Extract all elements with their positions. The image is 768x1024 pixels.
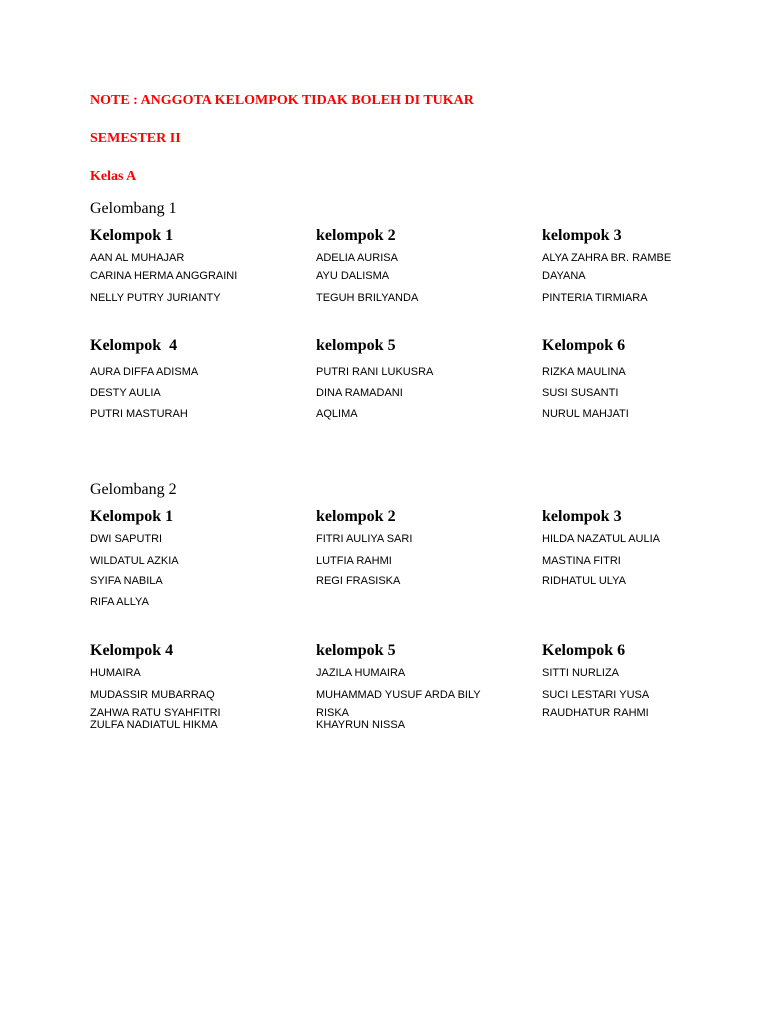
- wave-2-title: Gelombang 2: [90, 481, 177, 498]
- member-name: AAN AL MUHAJAR: [90, 252, 185, 264]
- group-title: Kelompok 6: [542, 642, 626, 659]
- member-name: RIZKA MAULINA: [542, 366, 626, 378]
- member-name: SUSI SUSANTI: [542, 387, 619, 399]
- member-name: RISKA: [316, 707, 350, 719]
- wave-1-title: Gelombang 1: [90, 200, 177, 217]
- member-name: PUTRI RANI LUKUSRA: [316, 366, 434, 378]
- member-name: MASTINA FITRI: [542, 555, 621, 567]
- member-name: JAZILA HUMAIRA: [316, 667, 406, 679]
- member-name: LUTFIA RAHMI: [316, 555, 392, 567]
- group-title: Kelompok 4: [90, 337, 178, 354]
- member-name: AYU DALISMA: [316, 270, 390, 282]
- group-title: kelompok 2: [316, 227, 396, 244]
- group-title: kelompok 3: [542, 508, 622, 525]
- member-name: MUHAMMAD YUSUF ARDA BILY: [316, 689, 481, 701]
- member-name: AURA DIFFA ADISMA: [90, 366, 199, 378]
- member-name: FITRI AULIYA SARI: [316, 533, 413, 545]
- member-name: DAYANA: [542, 270, 586, 282]
- member-name: RAUDHATUR RAHMI: [542, 707, 649, 719]
- class-heading: Kelas A: [90, 169, 137, 184]
- group-title: kelompok 3: [542, 227, 622, 244]
- member-name: WILDATUL AZKIA: [90, 555, 179, 567]
- member-name: REGI FRASISKA: [316, 575, 401, 587]
- member-name: SITTI NURLIZA: [542, 667, 620, 679]
- member-name: HILDA NAZATUL AULIA: [542, 533, 660, 545]
- member-name: RIFA ALLYA: [90, 596, 149, 608]
- member-name: AQLIMA: [316, 408, 358, 420]
- group-title: Kelompok 6: [542, 337, 626, 354]
- member-name: KHAYRUN NISSA: [316, 719, 406, 731]
- member-name: NELLY PUTRY JURIANTY: [90, 292, 221, 304]
- group-title: kelompok 2: [316, 508, 396, 525]
- member-name: ADELIA AURISA: [316, 252, 398, 264]
- member-name: RIDHATUL ULYA: [542, 575, 626, 587]
- member-name: ZAHWA RATU SYAHFITRI: [90, 707, 221, 719]
- member-name: SUCI LESTARI YUSA: [542, 689, 650, 701]
- group-title: Kelompok 1: [90, 227, 174, 244]
- member-name: DESTY AULIA: [90, 387, 161, 399]
- member-name: ALYA ZAHRA BR. RAMBE: [542, 252, 672, 264]
- member-name: CARINA HERMA ANGGRAINI: [90, 270, 238, 282]
- member-name: HUMAIRA: [90, 667, 141, 679]
- member-name: TEGUH BRILYANDA: [316, 292, 419, 304]
- group-title: Kelompok 4: [90, 642, 174, 659]
- member-name: PUTRI MASTURAH: [90, 408, 188, 420]
- member-name: PINTERIA TIRMIARA: [542, 292, 648, 304]
- note-heading: NOTE : ANGGOTA KELOMPOK TIDAK BOLEH DI TUKAR: [90, 93, 474, 108]
- member-name: NURUL MAHJATI: [542, 408, 629, 420]
- group-title: kelompok 5: [316, 642, 396, 659]
- group-title: kelompok 5: [316, 337, 396, 354]
- member-name: MUDASSIR MUBARRAQ: [90, 689, 215, 701]
- member-name: ZULFA NADIATUL HIKMA: [90, 719, 218, 731]
- semester-heading: SEMESTER II: [90, 131, 181, 146]
- group-title: Kelompok 1: [90, 508, 174, 525]
- member-name: DWI SAPUTRI: [90, 533, 163, 545]
- member-name: DINA RAMADANI: [316, 387, 403, 399]
- member-name: SYIFA NABILA: [90, 575, 163, 587]
